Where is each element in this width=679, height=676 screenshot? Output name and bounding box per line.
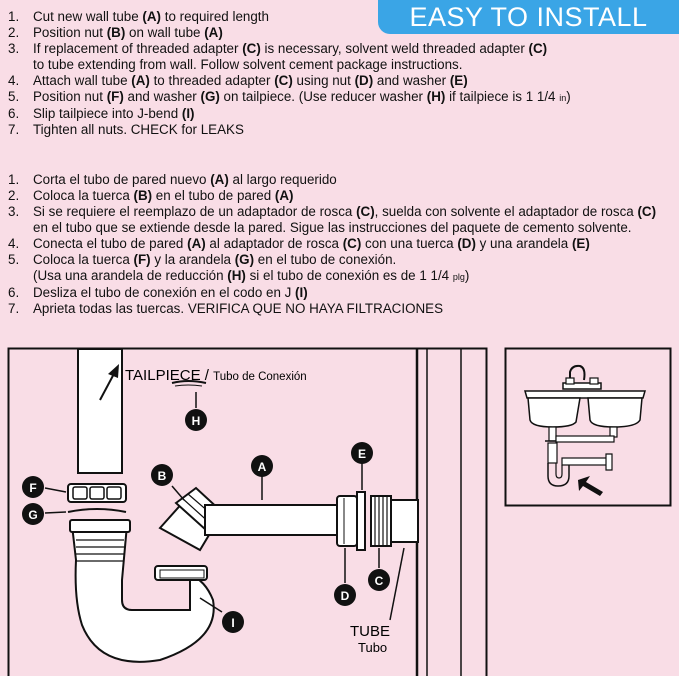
- step-text: Aprieta todas las tuercas. VERIFICA QUE NO HAYA FILTRACIONES: [33, 301, 444, 316]
- inset-diagram: [506, 349, 671, 506]
- tube-label: TUBE: [350, 623, 391, 640]
- step-number: 5.: [8, 89, 20, 104]
- step-text: If replacement of threaded adapter (C) is necessary, solvent weld threaded adapter (C): [33, 41, 548, 56]
- callout-i: [222, 611, 244, 633]
- svg-text:I: I: [231, 616, 235, 630]
- wall-tube-a: [205, 505, 340, 535]
- callout-a: [251, 455, 273, 477]
- washer-g: [68, 509, 126, 512]
- tube-es-label: Tubo: [358, 640, 388, 655]
- step-text: Corta el tubo de pared nuevo (A) al largo requerido: [33, 172, 337, 187]
- threaded-adapter-c: [371, 496, 418, 546]
- step-text: Desliza el tubo de conexión en el codo en J (I): [33, 285, 308, 300]
- callout-g: [22, 503, 44, 525]
- svg-text:F: F: [29, 481, 37, 495]
- step-text: Attach wall tube (A) to threaded adapter (C) using nut (D) and washer (E): [33, 73, 468, 88]
- step-text: Coloca la tuerca (B) en el tubo de pared (A): [33, 188, 294, 203]
- nut-d: [337, 496, 357, 546]
- callout-c: [368, 569, 390, 591]
- svg-text:G: G: [28, 508, 38, 522]
- svg-text:B: B: [157, 469, 167, 483]
- washer-e: [357, 492, 365, 550]
- step-text: Si se requiere el reemplazo de un adaptador de rosca (C), suelda con solvente el adaptador de rosca (C): [33, 204, 657, 219]
- step-text: Position nut (B) on wall tube (A): [33, 25, 223, 40]
- svg-text:C: C: [374, 574, 384, 588]
- step-number: 6.: [8, 285, 20, 300]
- easy-to-install-badge: EASY TO INSTALL: [378, 0, 679, 34]
- step-continuation: en el tubo que se extiende desde la pared. Sigue las instrucciones del paquete de cemento solvente.: [33, 220, 632, 235]
- step-number: 2.: [8, 25, 20, 40]
- step-number: 2.: [8, 188, 20, 203]
- callout-e: [351, 442, 373, 464]
- step-number: 3.: [8, 41, 20, 56]
- svg-text:A: A: [257, 460, 267, 474]
- callout-d: [334, 584, 356, 606]
- tailpiece-label: TAILPIECE / Tubo de Conexión: [125, 367, 307, 384]
- step-number: 3.: [8, 204, 20, 219]
- nut-f: [68, 484, 126, 502]
- svg-text:E: E: [357, 447, 367, 461]
- step-text: Conecta el tubo de pared (A) al adaptador de rosca (C) con una tuerca (D) y una arandela (E): [33, 236, 590, 251]
- step-number: 1.: [8, 9, 20, 24]
- step-number: 7.: [8, 122, 20, 137]
- callout-h: [185, 409, 207, 431]
- step-number: 4.: [8, 236, 20, 251]
- step-continuation: (Usa una arandela de reducción (H) si el tubo de conexión es de 1 1/4 plg): [33, 268, 470, 283]
- step-number: 7.: [8, 301, 20, 316]
- step-text: Tighten all nuts. CHECK for LEAKS: [33, 122, 244, 137]
- callout-b: [151, 464, 173, 486]
- svg-text:H: H: [191, 414, 201, 428]
- svg-text:D: D: [340, 589, 350, 603]
- step-text: Coloca la tuerca (F) y la arandela (G) en el tubo de conexión.: [33, 252, 397, 267]
- step-number: 4.: [8, 73, 20, 88]
- step-continuation: to tube extending from wall. Follow solvent cement package instructions.: [33, 57, 463, 72]
- step-text: Slip tailpiece into J-bend (I): [33, 106, 195, 121]
- step-number: 6.: [8, 106, 20, 121]
- step-text: Cut new wall tube (A) to required length: [33, 9, 269, 24]
- step-number: 1.: [8, 172, 20, 187]
- step-text: Position nut (F) and washer (G) on tailpiece. (Use reducer washer (H) if tailpiece is 1 1/4 in): [33, 89, 571, 104]
- step-number: 5.: [8, 252, 20, 267]
- callout-f: [22, 476, 44, 498]
